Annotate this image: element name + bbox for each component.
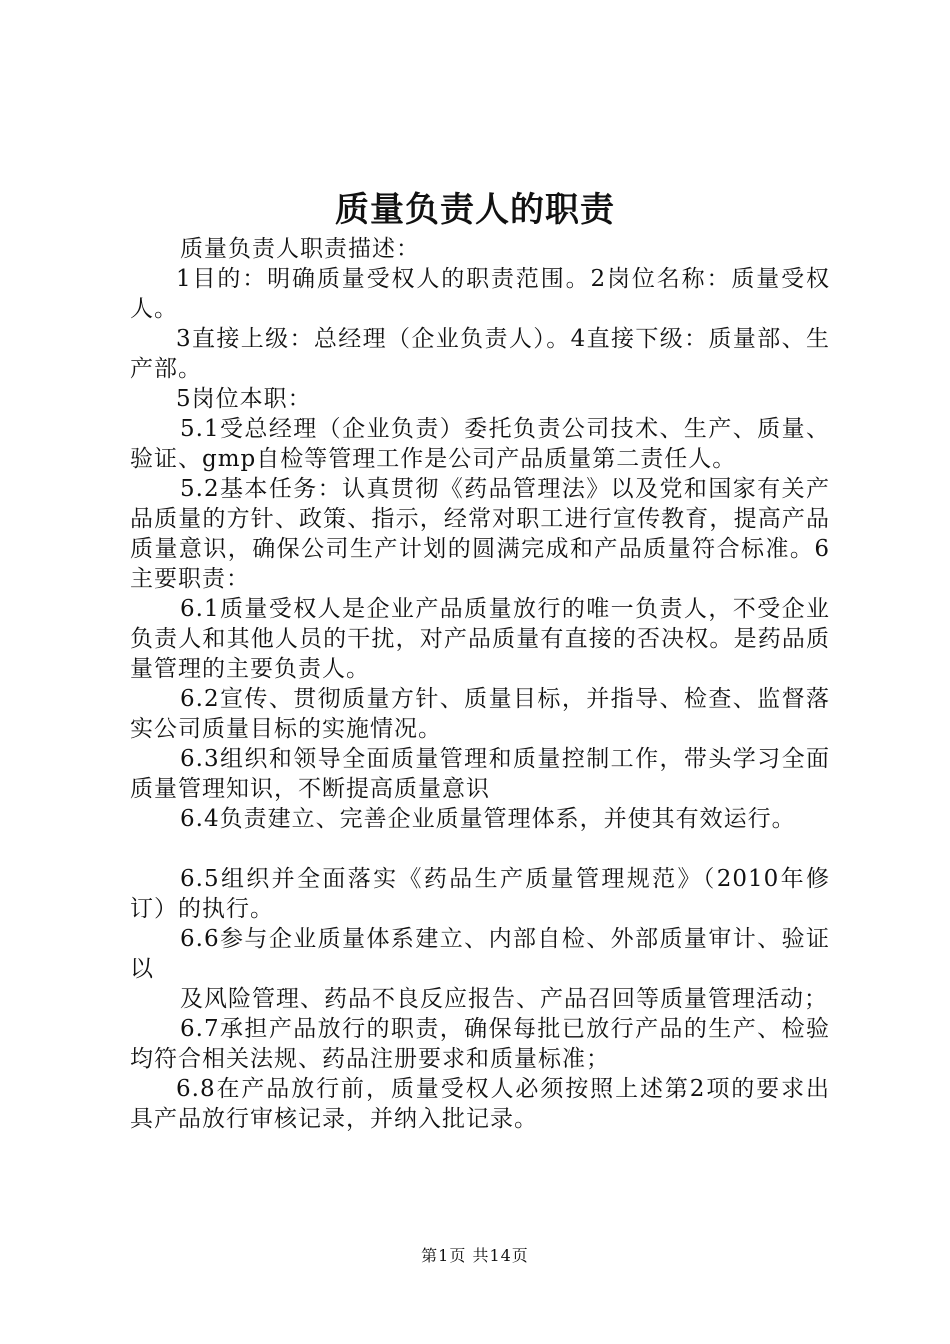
paragraph-6-6-continued: 及风险管理、药品不良反应报告、产品召回等质量管理活动； (180, 986, 828, 1012)
paragraph-5: 5岗位本职： (176, 386, 312, 412)
paragraph-6-4: 6.4负责建立、完善企业质量管理体系，并使其有效运行。 (180, 806, 796, 832)
paragraph-6-5: 6.5组织并全面落实《药品生产质量管理规范》（2010年修订）的执行。 (130, 866, 830, 922)
paragraph-6-1: 6.1质量受权人是企业产品质量放行的唯一负责人，不受企业负责人和其他人员的干扰，对产品质量有直接的否决权。是药品质量管理的主要负责人。 (130, 596, 830, 682)
blank-line (130, 834, 830, 864)
document-body (130, 234, 830, 1134)
paragraph-6-2: 6.2宣传、贯彻质量方针、质量目标，并指导、检查、监督落实公司质量目标的实施情况。 (130, 686, 830, 742)
paragraph-intro: 质量负责人职责描述： (180, 236, 420, 262)
paragraph-3: 3直接上级：总经理（企业负责人）。4直接下级：质量部、生产部。 (130, 326, 830, 382)
document-title: 质量负责人的职责 (335, 190, 615, 230)
paragraph-6-8: 6.8在产品放行前，质量受权人必须按照上述第2项的要求出具产品放行审核记录，并纳入批记录。 (130, 1076, 830, 1132)
paragraph-1: 1目的：明确质量受权人的职责范围。2岗位名称：质量受权人。 (130, 266, 830, 322)
paragraph-5-1: 5.1受总经理（企业负责）委托负责公司技术、生产、质量、验证、gmp自检等管理工作是公司产品质量第二责任人。 (130, 416, 830, 472)
paragraph-6-6: 6.6参与企业质量体系建立、内部自检、外部质量审计、验证以 (130, 926, 830, 982)
page-number: 第1页 共14页 (421, 1246, 529, 1265)
paragraph-6-3: 6.3组织和领导全面质量管理和质量控制工作，带头学习全面质量管理知识，不断提高质量意识 (130, 746, 830, 802)
paragraph-6-7: 6.7承担产品放行的职责，确保每批已放行产品的生产、检验均符合相关法规、药品注册要求和质量标准； (130, 1016, 830, 1072)
paragraph-5-2: 5.2基本任务：认真贯彻《药品管理法》以及党和国家有关产品质量的方针、政策、指示，经常对职工进行宣传教育，提高产品质量意识，确保公司生产计划的圆满完成和产品质量符合标准。6主要职责： (130, 476, 830, 592)
